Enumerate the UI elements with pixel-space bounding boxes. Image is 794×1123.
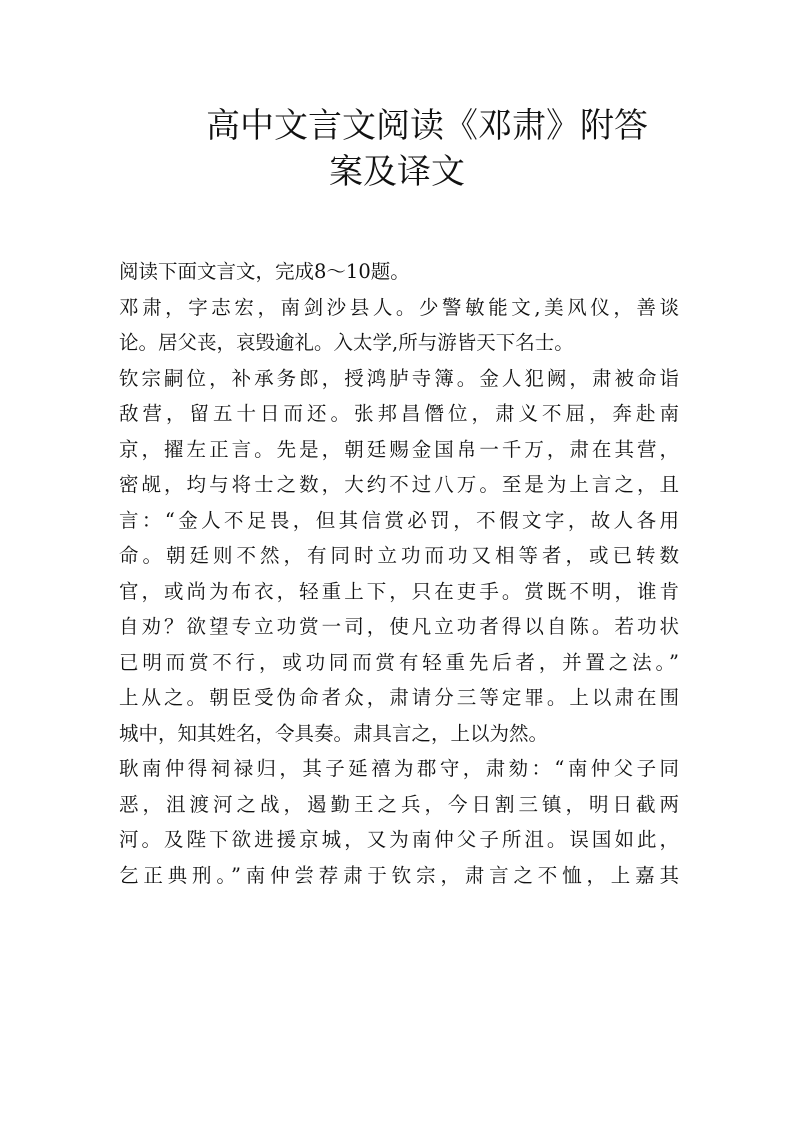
text-line: 邓肃，字志宏，南剑沙县人。少警敏能文,美风仪，善谈 xyxy=(119,295,679,319)
text-line: 钦宗嗣位，补承务郎，授鸿胪寺簿。金人犯阙，肃被命诣 xyxy=(119,366,679,390)
text-line: 命。朝廷则不然，有同时立功而功又相等者，或已转数 xyxy=(119,544,679,567)
text-line: 已明而赏不行，或功同而赏有轻重先后者，并置之法。” xyxy=(119,650,679,674)
document-title-line-2: 案及译文 xyxy=(329,152,465,192)
document-title-line-1: 高中文言文阅读《邓肃》附答 xyxy=(206,106,648,146)
text-line: 密觇，均与将士之数，大约不过八万。至是为上言之，且 xyxy=(119,473,679,496)
text-line: 河。及陛下欲进援京城，又为南仲父子所沮。误国如此， xyxy=(119,828,679,851)
text-line: 乞正典刑。”南仲尝荐肃于钦宗，肃言之不恤，上嘉其 xyxy=(119,863,679,887)
document-body xyxy=(119,254,679,893)
text-line: 论。居父丧，哀毁逾礼。入太学,所与游皆天下名士。 xyxy=(119,331,574,354)
text-line: 京，擢左正言。先是，朝廷赐金国帛一千万，肃在其营， xyxy=(119,437,679,461)
text-line: 耿南仲得祠禄归，其子延禧为郡守，肃劾：“南仲父子同 xyxy=(119,757,679,780)
text-line: 官，或尚为布衣，轻重上下，只在吏手。赏既不明，谁肯 xyxy=(119,579,679,603)
text-line: 阅读下面文言文，完成8～10题。 xyxy=(119,260,410,283)
text-line: 恶，沮渡河之战，遏勤王之兵，今日割三镇，明日截两 xyxy=(119,792,679,816)
text-line: 言：“金人不足畏，但其信赏必罚，不假文字，故人各用 xyxy=(119,508,679,532)
text-line: 城中，知其姓名，令具奏。肃具言之，上以为然。 xyxy=(119,721,549,745)
text-line: 自劝？欲望专立功赏一司，使凡立功者得以自陈。若功状 xyxy=(119,615,679,638)
text-line: 上从之。朝臣受伪命者众，肃请分三等定罪。上以肃在围 xyxy=(119,686,679,709)
text-line: 敌营，留五十日而还。张邦昌僭位，肃义不屈，奔赴南 xyxy=(119,402,679,425)
